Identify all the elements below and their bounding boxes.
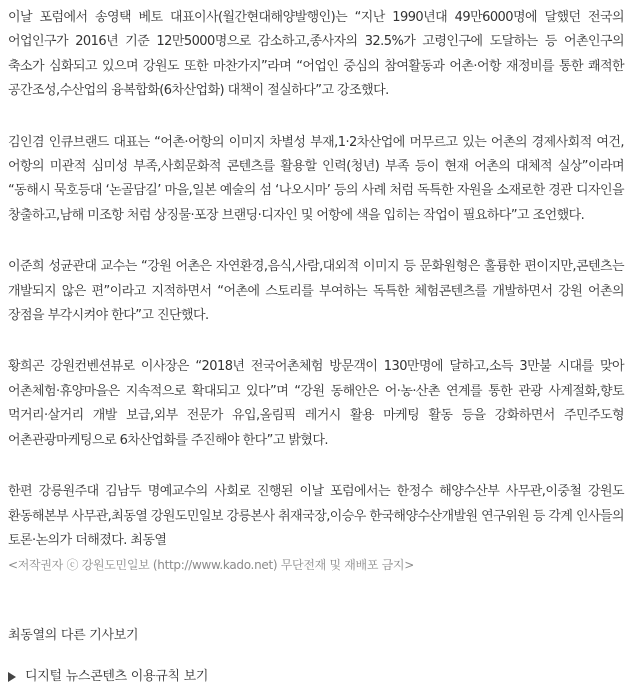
article-paragraph: 황희곤 강원컨벤션뷰로 이사장은 “2018년 전국어촌체험 방문객이 130만명에 달하고,소득 3만불 시대를 맞아 어촌체험·휴양마을은 지속적으로 확대되고 있다”며 “강원 동해안은 어·농·산촌 연계를 통한 관광 사계절화,향토 먹거리·살거리 개발 보급,외부 전문가 유입,올림픽 레거시 활용 마케팅 활동 등을 강화하면서 주민주도형 어촌관광마케팅으로 6차산업화를 주진해야 한다”고 밝혔다.: [8, 359, 624, 448]
article-body: [8, 6, 624, 577]
article-paragraph: 이날 포럼에서 송영택 베토 대표이사(월간현대해양발행인)는 “지난 1990년대 49만6000명에 달했던 전국의 어업인구가 2016년 기준 12만5000명으로 감소하고,종사자의 32.5%가 고령인구에 도달하는 등 어촌인구의 축소가 심화되고 있으며 강원도 또한 마찬가지”라며 “어업인 중심의 참여활동과 어촌·어항 재정비를 통한 쾌적한 공간조성,수산업의 융복합화(6차산업화) 대책이 절실하다”고 강조했다.: [8, 10, 624, 99]
article-paragraph: 김인겸 인큐브랜드 대표는 “어촌·어항의 이미지 차별성 부재,1·2차산업에 머무르고 있는 어촌의 경제사회적 여건,어항의 미관적 심미성 부족,사회문화적 콘텐츠를 활용할 인력(청년) 부족 등이 현재 어촌의 대체적 실상”이라며 “동해시 묵호등대 ‘논골담길’ 마을,일본 예술의 섬 ‘나오시마’ 등의 사례 처럼 독특한 자원을 소재로한 경관 디자인을 창출하고,남해 미조항 처럼 상징물·포장 브랜딩·디자인 및 어항에 색을 입히는 작업이 필요하다”고 조언했다.: [8, 134, 624, 223]
article-paragraph: 한편 강릉원주대 김남두 명예교수의 사회로 진행된 이날 포럼에서는 한정수 해양수산부 사무관,이중철 강원도 환동해본부 사무관,최동열 강원도민일보 강릉본사 취재국장,이승우 한국해양수산개발원 연구위원 등 각계 인사들의 토론·논의가 더해졌다. 최동열: [8, 484, 624, 548]
news-content-rules-link[interactable]: [8, 666, 208, 688]
reporter-other-articles-link[interactable]: 최동열의 다른 기사보기: [8, 628, 139, 643]
news-content-rules-label: 디지털 뉴스콘텐츠 이용규칙 보기: [25, 669, 209, 684]
article-paragraph: 이준희 성균관대 교수는 “강원 어촌은 자연환경,음식,사람,대외적 이미지 등 문화원형은 훌륭한 편이지만,콘텐츠는 개발되지 않은 편”이라고 지적하면서 “어촌에 스토리를 부여하는 독특한 체험콘텐츠를 개발하면서 강원 어촌의 장점을 부각시켜야 한다”고 진단했다.: [8, 259, 624, 324]
triangle-right-icon: [8, 672, 16, 682]
copyright-notice: <저작권자 ⓒ 강원도민일보 (http://www.kado.net) 무단전재 및 재배포 금지>: [8, 558, 414, 573]
